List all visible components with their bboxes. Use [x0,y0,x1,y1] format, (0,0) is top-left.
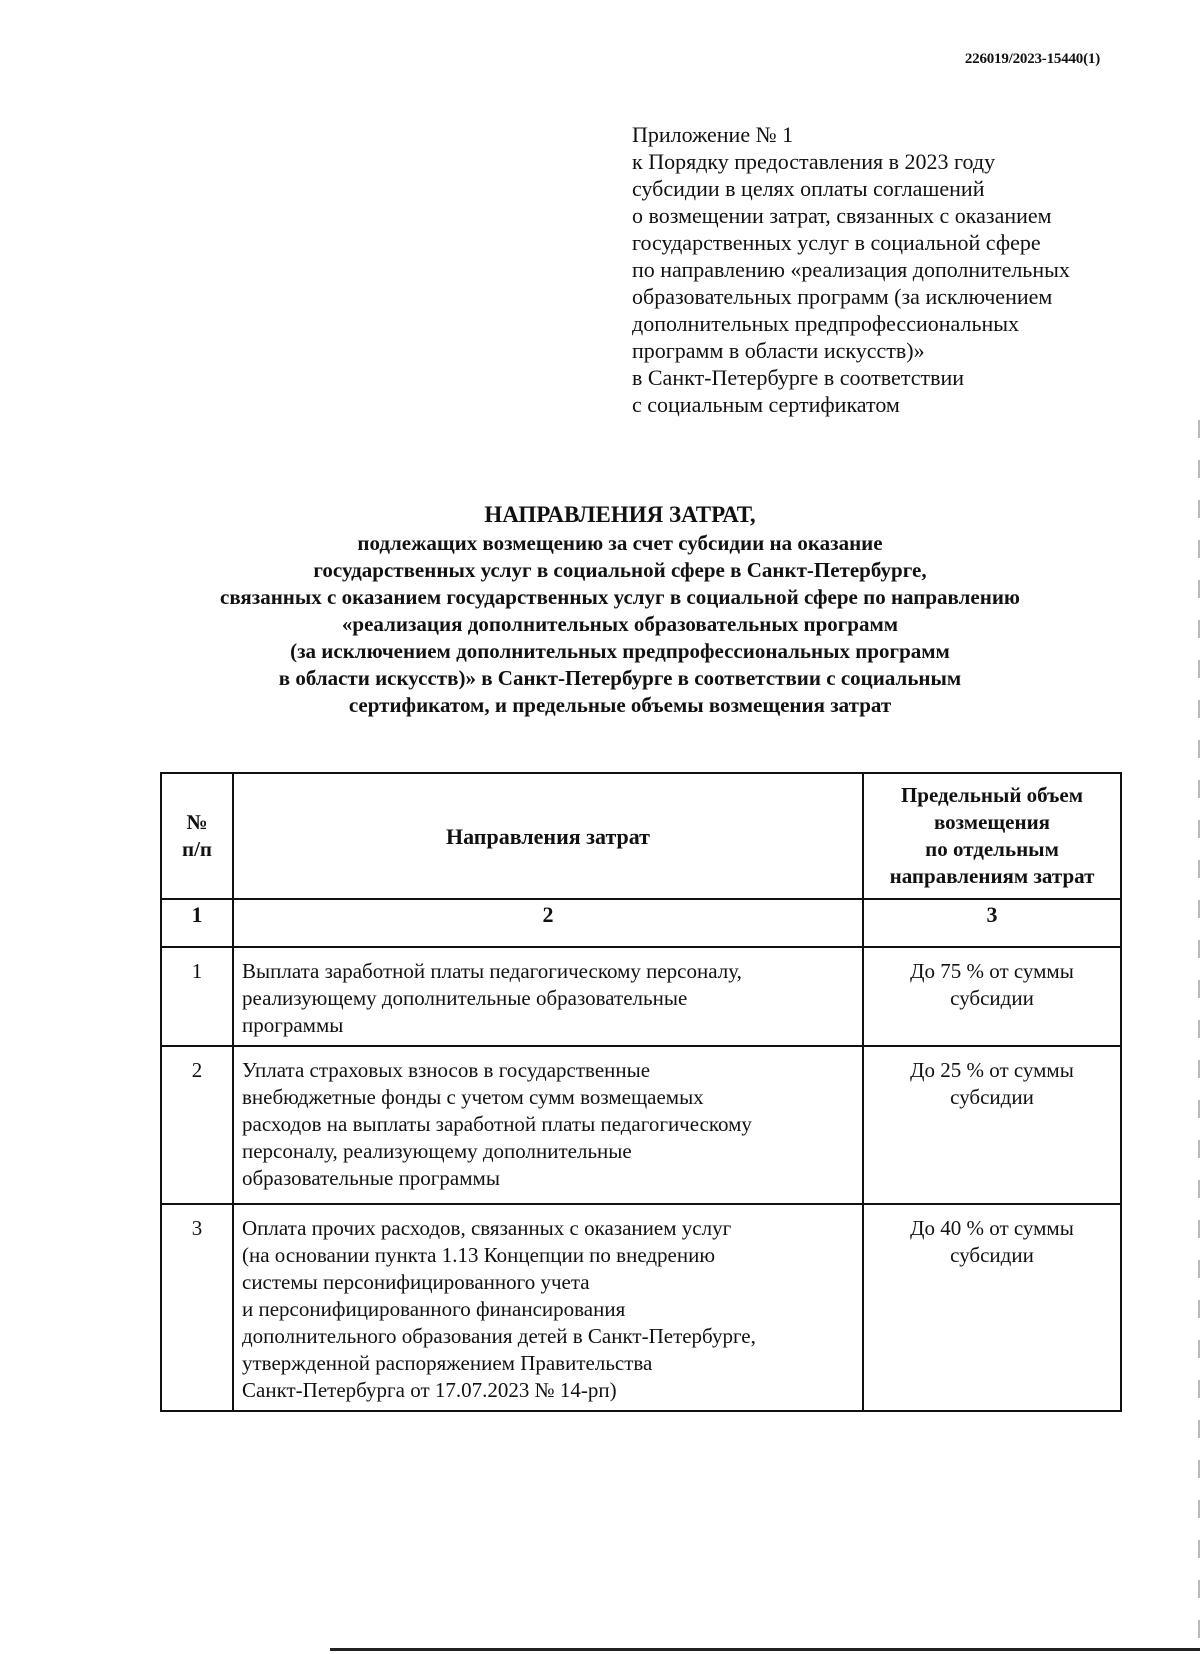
appendix-line: по направлению «реализация дополнительных [632,257,1070,282]
header-limit-line: возмещения [933,810,1051,834]
scan-bottom-line [330,1648,1200,1651]
title-line: связанных с оказанием государственных услуг в социальной сфере по направлению [220,585,1020,609]
title-line: государственных услуг в социальной сфере в Санкт-Петербурге, [313,558,927,582]
row-number: 1 [161,947,233,1046]
header-limit [863,773,1121,899]
appendix-line: дополнительных предпрофессиональных [632,311,1020,336]
direction-line: дополнительного образования детей в Санкт-Петербурге, [242,1324,756,1348]
title-line: сертификатом, и предельные объемы возмещения затрат [348,693,892,717]
header-limit-line: направлениям затрат [889,864,1095,888]
appendix-line: государственных услуг в социальной сфере [632,230,1041,255]
direction-line: расходов на выплаты заработной платы педагогическому [242,1112,752,1136]
table-row [161,947,1121,1046]
appendix-line: программ в области искусств)» [632,338,925,363]
limit-line: субсидии [950,1085,1034,1109]
direction-line: и персонифицированного финансирования [242,1297,626,1321]
header-direction: Направления затрат [233,773,863,899]
cost-directions-table [160,772,1122,1412]
header-limit-line: по отдельным [925,837,1059,861]
appendix-line: Приложение № 1 [632,122,794,147]
direction-line: (на основании пункта 1.13 Концепции по внедрению [242,1243,716,1267]
limit-line: До 25 % от суммы [910,1058,1074,1082]
direction-line: Выплата заработной платы педагогическому персоналу, [242,959,742,983]
appendix-line: с социальным сертификатом [632,392,900,417]
title-line: в области искусств)» в Санкт-Петербурге в соответствии с социальным [278,666,962,690]
appendix-line: о возмещении затрат, связанных с оказанием [632,203,1052,228]
table-row [161,1204,1121,1411]
limit-line: До 75 % от суммы [910,959,1074,983]
direction-line: утвержденной распоряжением Правительства [242,1351,653,1375]
column-index: 1 [161,899,233,947]
header-number-line: п/п [181,837,213,861]
row-number: 2 [161,1046,233,1204]
row-limit [863,1046,1121,1204]
direction-line: Оплата прочих расходов, связанных с оказанием услуг [242,1216,732,1240]
title-line: «реализация дополнительных образовательных программ [341,612,899,636]
row-direction [233,1204,863,1411]
title-line: (за исключением дополнительных предпрофессиональных программ [290,639,950,663]
row-limit [863,947,1121,1046]
document-number: 226019/2023-15440(1) [964,51,1100,67]
direction-line: внебюджетные фонды с учетом сумм возмещаемых [242,1085,704,1109]
appendix-line: к Порядку предоставления в 2023 году [632,149,996,174]
header-number [161,773,233,899]
column-index-row [161,899,1121,947]
direction-line: Уплата страховых взносов в государственные [242,1058,651,1082]
header-number-line: № [186,810,208,834]
table-header-row [161,773,1121,899]
limit-line: До 40 % от суммы [910,1216,1074,1240]
limit-line: субсидии [950,986,1034,1010]
row-number: 3 [161,1204,233,1411]
table-row [161,1046,1121,1204]
row-direction [233,947,863,1046]
title-main: НАПРАВЛЕНИЯ ЗАТРАТ, [484,502,756,527]
document-title [120,500,1120,719]
appendix-header [632,121,1152,418]
title-line: подлежащих возмещению за счет субсидии на оказание [357,531,883,555]
limit-line: субсидии [950,1243,1034,1267]
header-limit-line: Предельный объем [900,783,1084,807]
direction-line: образовательные программы [242,1166,500,1190]
column-index: 2 [233,899,863,947]
direction-line: системы персонифицированного учета [242,1270,590,1294]
appendix-line: в Санкт-Петербурге в соответствии [632,365,965,390]
direction-line: персоналу, реализующему дополнительные [242,1139,632,1163]
row-limit [863,1204,1121,1411]
direction-line: реализующему дополнительные образовательные [242,986,688,1010]
appendix-line: субсидии в целях оплаты соглашений [632,176,985,201]
column-index: 3 [863,899,1121,947]
direction-line: Санкт-Петербурга от 17.07.2023 № 14-рп) [242,1378,617,1402]
row-direction [233,1046,863,1204]
appendix-line: образовательных программ (за исключением [632,284,1053,309]
direction-line: программы [242,1013,344,1037]
